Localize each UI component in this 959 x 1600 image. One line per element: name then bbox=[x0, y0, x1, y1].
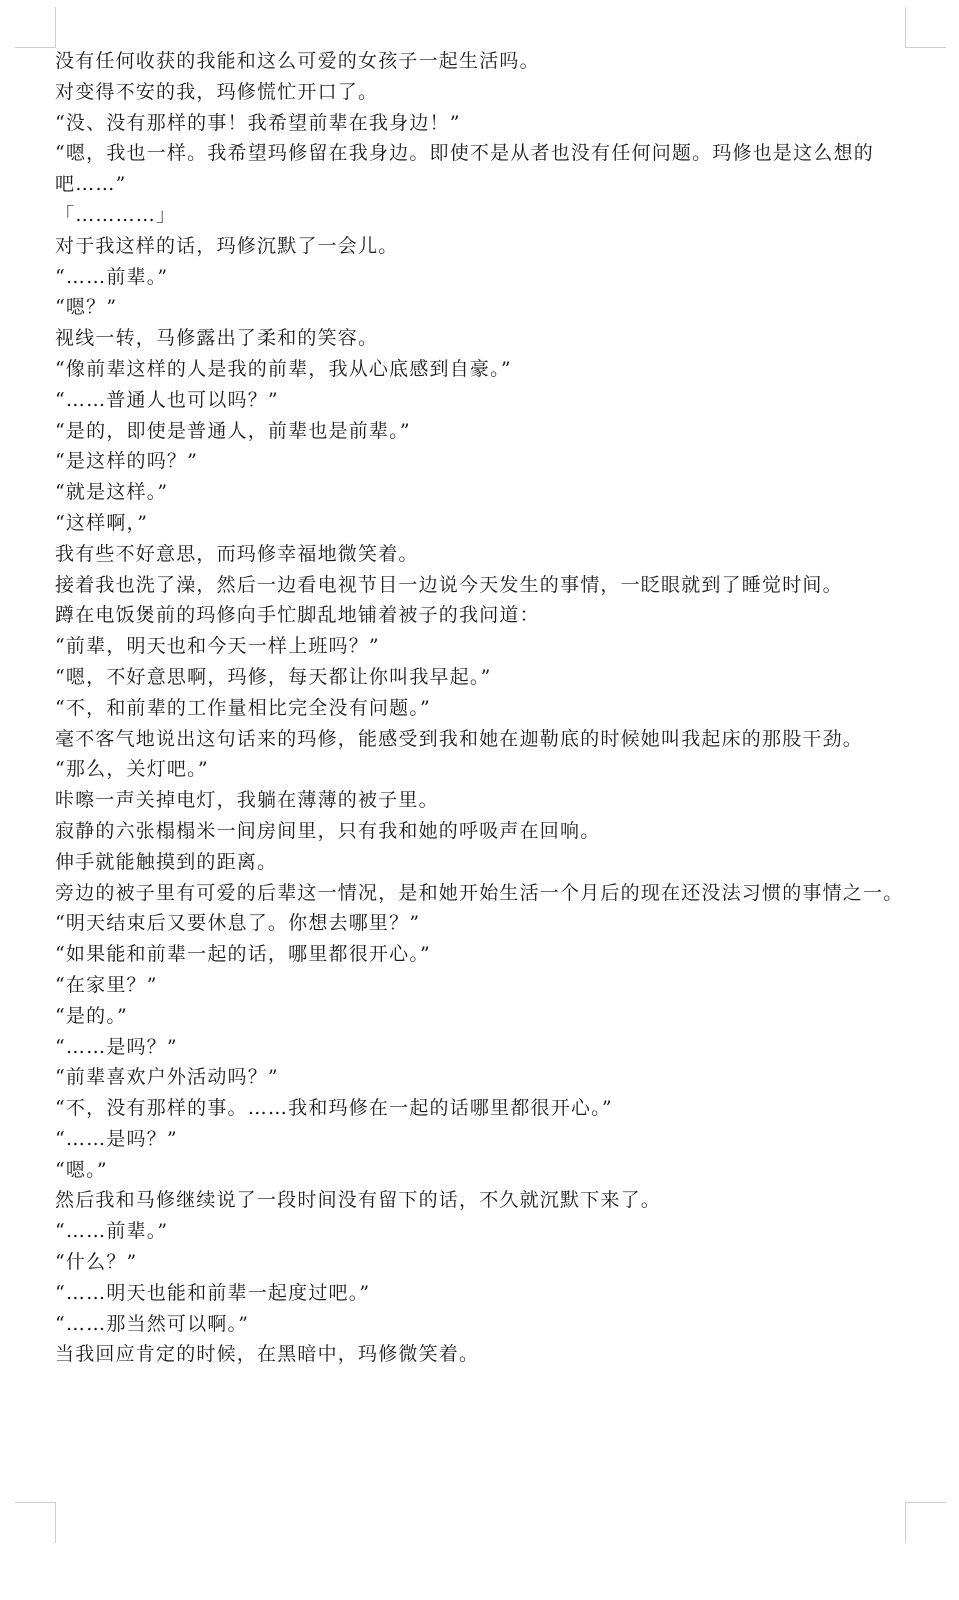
paragraph: “……前辈。” bbox=[55, 1220, 169, 1243]
paragraph: “像前辈这样的人是我的前辈，我从心底感到自豪。” bbox=[55, 357, 512, 380]
paragraph: “是的，即使是普通人，前辈也是前辈。” bbox=[55, 419, 411, 442]
paragraph: “嗯？” bbox=[55, 296, 118, 319]
paragraph: “明天结束后又要休息了。你想去哪里？” bbox=[55, 912, 421, 935]
paragraph: “……前辈。” bbox=[55, 265, 169, 288]
paragraph: 对于我这样的话，玛修沉默了一会儿。 bbox=[55, 234, 399, 257]
paragraph: “……是吗？” bbox=[55, 1127, 178, 1150]
crop-mark-top-right bbox=[905, 7, 946, 48]
paragraph: 然后我和马修继续说了一段时间没有留下的话，不久就沉默下来了。 bbox=[55, 1189, 662, 1212]
crop-mark-bottom-left bbox=[15, 1502, 56, 1543]
paragraph: 对变得不安的我，玛修慌忙开口了。 bbox=[55, 80, 379, 103]
paragraph: 我有些不好意思，而玛修幸福地微笑着。 bbox=[55, 542, 419, 565]
paragraph: 旁边的被子里有可爱的后辈这一情况，是和她开始生活一个月后的现在还没法习惯的事情之一。 bbox=[55, 881, 904, 904]
paragraph: 毫不客气地说出这句话来的玛修，能感受到我和她在迦勒底的时候她叫我起床的那股干劲。 bbox=[55, 727, 864, 750]
paragraph: “如果能和前辈一起的话，哪里都很开心。” bbox=[55, 943, 431, 966]
paragraph: “那么，关灯吧。” bbox=[55, 758, 209, 781]
paragraph: “前辈喜欢户外活动吗？” bbox=[55, 1066, 279, 1089]
paragraph: “不，和前辈的工作量相比完全没有问题。” bbox=[55, 696, 431, 719]
paragraph: “没、没有那样的事！我希望前辈在我身边！” bbox=[55, 111, 461, 134]
crop-mark-top-left bbox=[15, 7, 56, 48]
paragraph: “……普通人也可以吗？” bbox=[55, 388, 279, 411]
paragraph: “前辈，明天也和今天一样上班吗？” bbox=[55, 635, 380, 658]
paragraph: “这样啊，” bbox=[55, 511, 149, 534]
paragraph: 当我回应肯定的时候，在黑暗中，玛修微笑着。 bbox=[55, 1343, 480, 1366]
paragraph: “在家里？” bbox=[55, 973, 158, 996]
paragraph: “……是吗？” bbox=[55, 1035, 178, 1058]
document-body bbox=[55, 46, 905, 1370]
paragraph: “嗯。” bbox=[55, 1158, 108, 1181]
paragraph: 伸手就能触摸到的距离。 bbox=[55, 850, 278, 873]
paragraph: 寂静的六张榻榻米一间房间里，只有我和她的呼吸声在回响。 bbox=[55, 819, 601, 842]
paragraph: “嗯，不好意思啊，玛修，每天都让你叫我早起。” bbox=[55, 665, 492, 688]
paragraph: “什么？” bbox=[55, 1251, 138, 1274]
paragraph: “是的。” bbox=[55, 1004, 128, 1027]
paragraph: “嗯，我也一样。我希望玛修留在我身边。即使不是从者也没有任何问题。玛修也是这么想的吧……” bbox=[55, 142, 874, 196]
paragraph: 「…………」 bbox=[55, 203, 177, 226]
paragraph: “是这样的吗？” bbox=[55, 450, 199, 473]
paragraph: 蹲在电饭煲前的玛修向手忙脚乱地铺着被子的我问道： bbox=[55, 604, 540, 627]
paragraph: 咔嚓一声关掉电灯，我躺在薄薄的被子里。 bbox=[55, 789, 439, 812]
paragraph: 没有任何收获的我能和这么可爱的女孩子一起生活吗。 bbox=[55, 50, 540, 72]
paragraph: “就是这样。” bbox=[55, 481, 169, 504]
paragraph: 视线一转，马修露出了柔和的笑容。 bbox=[55, 327, 379, 350]
paragraph: “……明天也能和前辈一起度过吧。” bbox=[55, 1281, 371, 1304]
paragraph: “……那当然可以啊。” bbox=[55, 1312, 250, 1335]
paragraph: 接着我也洗了澡，然后一边看电视节目一边说今天发生的事情，一眨眼就到了睡觉时间。 bbox=[55, 573, 843, 596]
crop-mark-bottom-right bbox=[905, 1502, 946, 1543]
paragraph: “不，没有那样的事。……我和玛修在一起的话哪里都很开心。” bbox=[55, 1097, 613, 1120]
